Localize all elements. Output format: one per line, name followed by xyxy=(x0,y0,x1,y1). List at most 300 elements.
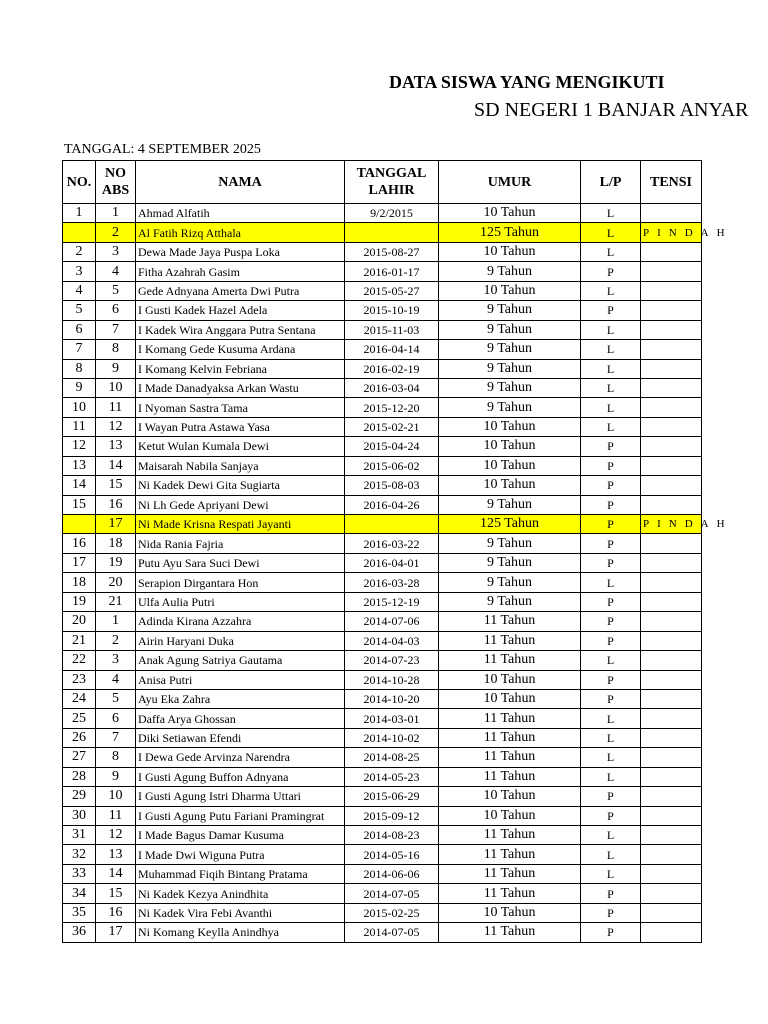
table-row xyxy=(63,242,702,261)
cell-abs: 21 xyxy=(96,592,136,611)
cell-tensi xyxy=(641,806,702,825)
cell-tensi xyxy=(641,612,702,631)
cell-nama: Dewa Made Jaya Puspa Loka xyxy=(136,242,345,261)
cell-umur: 10 Tahun xyxy=(439,689,581,708)
cell-tensi xyxy=(641,670,702,689)
cell-lp: P xyxy=(581,631,641,650)
cell-tanggal-lahir: 2016-03-22 xyxy=(345,534,439,553)
cell-lp: P xyxy=(581,592,641,611)
cell-tanggal-lahir: 2015-06-02 xyxy=(345,456,439,475)
cell-tanggal-lahir: 2016-02-19 xyxy=(345,359,439,378)
cell-umur: 125 Tahun xyxy=(439,223,581,242)
cell-abs: 2 xyxy=(96,631,136,650)
cell-nama: Maisarah Nabila Sanjaya xyxy=(136,456,345,475)
cell-nama: Anak Agung Satriya Gautama xyxy=(136,651,345,670)
cell-abs: 15 xyxy=(96,476,136,495)
cell-nama: I Gusti Agung Istri Dharma Uttari xyxy=(136,787,345,806)
cell-tensi xyxy=(641,728,702,747)
cell-lp: L xyxy=(581,320,641,339)
cell-umur: 10 Tahun xyxy=(439,806,581,825)
cell-tensi xyxy=(641,631,702,650)
cell-no xyxy=(63,515,96,534)
header-lp: L/P xyxy=(581,161,641,204)
cell-tensi xyxy=(641,398,702,417)
table-row xyxy=(63,223,702,242)
cell-nama: Ni Kadek Vira Febi Avanthi xyxy=(136,903,345,922)
cell-tanggal-lahir: 2015-08-27 xyxy=(345,242,439,261)
cell-tensi xyxy=(641,437,702,456)
table-row xyxy=(63,709,702,728)
student-table xyxy=(62,160,733,943)
cell-no: 14 xyxy=(63,476,96,495)
cell-umur: 9 Tahun xyxy=(439,398,581,417)
cell-no: 7 xyxy=(63,340,96,359)
cell-umur: 10 Tahun xyxy=(439,417,581,436)
cell-umur: 11 Tahun xyxy=(439,923,581,942)
cell-umur: 9 Tahun xyxy=(439,301,581,320)
cell-lp: P xyxy=(581,495,641,514)
cell-nama: Ayu Eka Zahra xyxy=(136,689,345,708)
cell-abs: 1 xyxy=(96,612,136,631)
cell-abs: 10 xyxy=(96,787,136,806)
cell-nama: I Gusti Kadek Hazel Adela xyxy=(136,301,345,320)
cell-tanggal-lahir: 2014-04-03 xyxy=(345,631,439,650)
cell-tanggal-lahir: 2014-07-23 xyxy=(345,651,439,670)
cell-nama: Ahmad Alfatih xyxy=(136,204,345,223)
cell-lp: P xyxy=(581,534,641,553)
cell-no: 29 xyxy=(63,787,96,806)
cell-tensi xyxy=(641,845,702,864)
cell-no: 11 xyxy=(63,417,96,436)
school-name: SD NEGERI 1 BANJAR ANYAR xyxy=(474,99,749,121)
cell-abs: 10 xyxy=(96,378,136,397)
cell-abs: 4 xyxy=(96,262,136,281)
cell-lp: P xyxy=(581,553,641,572)
cell-nama: Putu Ayu Sara Suci Dewi xyxy=(136,553,345,572)
table-row xyxy=(63,651,702,670)
cell-nama: Muhammad Fiqih Bintang Pratama xyxy=(136,864,345,883)
table-row xyxy=(63,612,702,631)
cell-tensi xyxy=(641,495,702,514)
table-row xyxy=(63,340,702,359)
cell-no: 31 xyxy=(63,826,96,845)
cell-lp: L xyxy=(581,359,641,378)
cell-umur: 10 Tahun xyxy=(439,281,581,300)
cell-abs: 2 xyxy=(96,223,136,242)
table-row xyxy=(63,923,702,942)
cell-abs: 6 xyxy=(96,709,136,728)
table-row xyxy=(63,359,702,378)
cell-lp: P xyxy=(581,670,641,689)
cell-nama: I Gusti Agung Putu Fariani Pramingrat xyxy=(136,806,345,825)
cell-no: 15 xyxy=(63,495,96,514)
cell-lp: P xyxy=(581,437,641,456)
cell-tanggal-lahir: 2014-07-05 xyxy=(345,884,439,903)
table-row xyxy=(63,515,702,534)
cell-tensi xyxy=(641,923,702,942)
cell-abs: 5 xyxy=(96,281,136,300)
cell-nama: I Made Bagus Damar Kusuma xyxy=(136,826,345,845)
cell-nama: Anisa Putri xyxy=(136,670,345,689)
cell-tensi xyxy=(641,709,702,728)
table-row xyxy=(63,456,702,475)
cell-no: 5 xyxy=(63,301,96,320)
cell-no: 34 xyxy=(63,884,96,903)
cell-no: 27 xyxy=(63,748,96,767)
cell-abs: 11 xyxy=(96,398,136,417)
cell-abs: 9 xyxy=(96,767,136,786)
cell-tensi xyxy=(641,864,702,883)
table-row xyxy=(63,845,702,864)
cell-abs: 1 xyxy=(96,204,136,223)
cell-nama: Ni Kadek Dewi Gita Sugiarta xyxy=(136,476,345,495)
cell-tanggal-lahir: 2015-12-20 xyxy=(345,398,439,417)
cell-tanggal-lahir: 2014-03-01 xyxy=(345,709,439,728)
cell-tensi xyxy=(641,204,702,223)
cell-tanggal-lahir: 2016-01-17 xyxy=(345,262,439,281)
cell-lp: L xyxy=(581,573,641,592)
cell-tensi xyxy=(641,456,702,475)
table-row xyxy=(63,204,702,223)
header-abs-text: NO ABS xyxy=(101,166,130,198)
table-row xyxy=(63,281,702,300)
cell-tanggal-lahir: 2016-04-01 xyxy=(345,553,439,572)
cell-tensi xyxy=(641,378,702,397)
cell-umur: 9 Tahun xyxy=(439,359,581,378)
cell-lp: P xyxy=(581,456,641,475)
cell-nama: I Made Danadyaksa Arkan Wastu xyxy=(136,378,345,397)
cell-tanggal-lahir: 2014-06-06 xyxy=(345,864,439,883)
cell-tanggal-lahir: 2016-04-26 xyxy=(345,495,439,514)
cell-abs: 3 xyxy=(96,242,136,261)
cell-tanggal-lahir: 2015-10-19 xyxy=(345,301,439,320)
table-row xyxy=(63,884,702,903)
header-tensi: TENSI xyxy=(641,161,702,204)
cell-tanggal-lahir: 2015-04-24 xyxy=(345,437,439,456)
cell-tanggal-lahir: 9/2/2015 xyxy=(345,204,439,223)
header-nama: NAMA xyxy=(136,161,345,204)
cell-tanggal-lahir: 2014-10-28 xyxy=(345,670,439,689)
cell-tanggal-lahir: 2014-05-23 xyxy=(345,767,439,786)
cell-tensi: PINDAH xyxy=(641,515,702,534)
table-row xyxy=(63,592,702,611)
cell-tanggal-lahir: 2015-02-25 xyxy=(345,903,439,922)
cell-no: 30 xyxy=(63,806,96,825)
cell-umur: 9 Tahun xyxy=(439,378,581,397)
cell-lp: L xyxy=(581,378,641,397)
cell-lp: L xyxy=(581,417,641,436)
cell-abs: 12 xyxy=(96,417,136,436)
cell-umur: 9 Tahun xyxy=(439,320,581,339)
cell-no: 22 xyxy=(63,651,96,670)
cell-no: 2 xyxy=(63,242,96,261)
table-row xyxy=(63,806,702,825)
cell-nama: I Made Dwi Wiguna Putra xyxy=(136,845,345,864)
table-row xyxy=(63,301,702,320)
cell-tanggal-lahir: 2016-03-28 xyxy=(345,573,439,592)
table-row xyxy=(63,787,702,806)
cell-no: 18 xyxy=(63,573,96,592)
cell-nama: Nida Rania Fajria xyxy=(136,534,345,553)
cell-tanggal-lahir: 2016-04-14 xyxy=(345,340,439,359)
cell-umur: 10 Tahun xyxy=(439,204,581,223)
cell-abs: 8 xyxy=(96,748,136,767)
cell-nama: Daffa Arya Ghossan xyxy=(136,709,345,728)
table-row xyxy=(63,826,702,845)
cell-tensi xyxy=(641,281,702,300)
cell-lp: L xyxy=(581,748,641,767)
table-row xyxy=(63,262,702,281)
table-row xyxy=(63,631,702,650)
cell-nama: Adinda Kirana Azzahra xyxy=(136,612,345,631)
cell-umur: 9 Tahun xyxy=(439,573,581,592)
cell-lp: P xyxy=(581,903,641,922)
cell-lp: L xyxy=(581,340,641,359)
cell-umur: 11 Tahun xyxy=(439,845,581,864)
cell-umur: 10 Tahun xyxy=(439,456,581,475)
cell-no: 8 xyxy=(63,359,96,378)
cell-tanggal-lahir: 2015-08-03 xyxy=(345,476,439,495)
cell-tensi xyxy=(641,262,702,281)
cell-no xyxy=(63,223,96,242)
cell-umur: 11 Tahun xyxy=(439,767,581,786)
cell-abs: 13 xyxy=(96,845,136,864)
cell-nama: I Dewa Gede Arvinza Narendra xyxy=(136,748,345,767)
cell-lp: P xyxy=(581,787,641,806)
cell-lp: P xyxy=(581,262,641,281)
cell-umur: 11 Tahun xyxy=(439,884,581,903)
cell-abs: 16 xyxy=(96,495,136,514)
cell-nama: I Gusti Agung Buffon Adnyana xyxy=(136,767,345,786)
cell-no: 25 xyxy=(63,709,96,728)
cell-tanggal-lahir xyxy=(345,515,439,534)
cell-no: 21 xyxy=(63,631,96,650)
cell-umur: 10 Tahun xyxy=(439,242,581,261)
cell-nama: Airin Haryani Duka xyxy=(136,631,345,650)
cell-abs: 20 xyxy=(96,573,136,592)
cell-umur: 11 Tahun xyxy=(439,748,581,767)
cell-umur: 10 Tahun xyxy=(439,476,581,495)
table-row xyxy=(63,670,702,689)
cell-tanggal-lahir: 2014-08-23 xyxy=(345,826,439,845)
cell-lp: P xyxy=(581,476,641,495)
cell-umur: 9 Tahun xyxy=(439,262,581,281)
cell-nama: Ni Lh Gede Apriyani Dewi xyxy=(136,495,345,514)
cell-tensi xyxy=(641,534,702,553)
cell-abs: 13 xyxy=(96,437,136,456)
cell-no: 20 xyxy=(63,612,96,631)
table-row xyxy=(63,378,702,397)
table-row xyxy=(63,398,702,417)
cell-lp: L xyxy=(581,767,641,786)
table-row xyxy=(63,417,702,436)
cell-tensi: PINDAH xyxy=(641,223,702,242)
cell-abs: 14 xyxy=(96,456,136,475)
cell-nama: Ni Made Krisna Respati Jayanti xyxy=(136,515,345,534)
cell-tensi xyxy=(641,476,702,495)
cell-tanggal-lahir: 2014-10-20 xyxy=(345,689,439,708)
cell-nama: Ketut Wulan Kumala Dewi xyxy=(136,437,345,456)
cell-lp: P xyxy=(581,806,641,825)
cell-lp: P xyxy=(581,301,641,320)
cell-no: 33 xyxy=(63,864,96,883)
cell-no: 12 xyxy=(63,437,96,456)
header-no: NO. xyxy=(63,161,96,204)
cell-tanggal-lahir: 2016-03-04 xyxy=(345,378,439,397)
cell-lp: L xyxy=(581,398,641,417)
cell-lp: L xyxy=(581,651,641,670)
cell-tensi xyxy=(641,592,702,611)
cell-lp: P xyxy=(581,884,641,903)
cell-tensi xyxy=(641,242,702,261)
cell-lp: L xyxy=(581,864,641,883)
cell-abs: 17 xyxy=(96,923,136,942)
cell-no: 9 xyxy=(63,378,96,397)
cell-no: 28 xyxy=(63,767,96,786)
cell-tensi xyxy=(641,884,702,903)
table-row xyxy=(63,495,702,514)
header-umur: UMUR xyxy=(439,161,581,204)
cell-lp: P xyxy=(581,612,641,631)
cell-lp: L xyxy=(581,826,641,845)
cell-no: 32 xyxy=(63,845,96,864)
cell-umur: 9 Tahun xyxy=(439,592,581,611)
cell-abs: 16 xyxy=(96,903,136,922)
header-tanggal-lahir xyxy=(345,161,439,204)
cell-tanggal-lahir: 2014-08-25 xyxy=(345,748,439,767)
cell-tensi xyxy=(641,651,702,670)
cell-umur: 10 Tahun xyxy=(439,437,581,456)
cell-abs: 3 xyxy=(96,651,136,670)
cell-no: 10 xyxy=(63,398,96,417)
cell-nama: Ulfa Aulia Putri xyxy=(136,592,345,611)
cell-no: 19 xyxy=(63,592,96,611)
cell-tensi xyxy=(641,573,702,592)
cell-umur: 9 Tahun xyxy=(439,495,581,514)
cell-tanggal-lahir: 2014-05-16 xyxy=(345,845,439,864)
cell-nama: Ni Kadek Kezya Anindhita xyxy=(136,884,345,903)
cell-abs: 8 xyxy=(96,340,136,359)
cell-no: 24 xyxy=(63,689,96,708)
cell-no: 13 xyxy=(63,456,96,475)
table-row xyxy=(63,767,702,786)
cell-tanggal-lahir: 2015-02-21 xyxy=(345,417,439,436)
cell-umur: 11 Tahun xyxy=(439,631,581,650)
cell-umur: 11 Tahun xyxy=(439,709,581,728)
cell-lp: P xyxy=(581,515,641,534)
cell-lp: L xyxy=(581,709,641,728)
cell-abs: 7 xyxy=(96,728,136,747)
cell-umur: 10 Tahun xyxy=(439,903,581,922)
cell-tensi xyxy=(641,748,702,767)
cell-abs: 4 xyxy=(96,670,136,689)
cell-tanggal-lahir: 2014-10-02 xyxy=(345,728,439,747)
cell-no: 26 xyxy=(63,728,96,747)
cell-tanggal-lahir: 2014-07-05 xyxy=(345,923,439,942)
cell-tanggal-lahir: 2015-09-12 xyxy=(345,806,439,825)
cell-lp: P xyxy=(581,923,641,942)
date-label: TANGGAL: 4 SEPTEMBER 2025 xyxy=(64,142,261,157)
header-tgl-text: TANGGAL LAHIR xyxy=(356,166,427,198)
cell-umur: 11 Tahun xyxy=(439,612,581,631)
cell-lp: L xyxy=(581,204,641,223)
cell-no: 6 xyxy=(63,320,96,339)
cell-nama: Ni Komang Keylla Anindhya xyxy=(136,923,345,942)
cell-lp: L xyxy=(581,281,641,300)
table-row xyxy=(63,689,702,708)
title-area xyxy=(0,0,749,130)
cell-no: 23 xyxy=(63,670,96,689)
cell-nama: Serapion Dirgantara Hon xyxy=(136,573,345,592)
cell-tensi xyxy=(641,320,702,339)
cell-nama: I Komang Kelvin Febriana xyxy=(136,359,345,378)
cell-abs: 15 xyxy=(96,884,136,903)
cell-abs: 9 xyxy=(96,359,136,378)
cell-umur: 125 Tahun xyxy=(439,515,581,534)
table-row xyxy=(63,728,702,747)
cell-no: 17 xyxy=(63,553,96,572)
cell-umur: 9 Tahun xyxy=(439,340,581,359)
header-abs xyxy=(96,161,136,204)
cell-tensi xyxy=(641,301,702,320)
cell-nama: I Nyoman Sastra Tama xyxy=(136,398,345,417)
cell-nama: I Kadek Wira Anggara Putra Sentana xyxy=(136,320,345,339)
cell-tanggal-lahir: 2014-07-06 xyxy=(345,612,439,631)
cell-abs: 7 xyxy=(96,320,136,339)
cell-no: 3 xyxy=(63,262,96,281)
table-row xyxy=(63,553,702,572)
cell-tanggal-lahir: 2015-11-03 xyxy=(345,320,439,339)
cell-umur: 9 Tahun xyxy=(439,553,581,572)
cell-no: 16 xyxy=(63,534,96,553)
cell-tanggal-lahir: 2015-12-19 xyxy=(345,592,439,611)
table-row xyxy=(63,437,702,456)
cell-umur: 9 Tahun xyxy=(439,534,581,553)
cell-lp: L xyxy=(581,728,641,747)
cell-abs: 11 xyxy=(96,806,136,825)
cell-no: 4 xyxy=(63,281,96,300)
cell-tanggal-lahir: 2015-05-27 xyxy=(345,281,439,300)
cell-tensi xyxy=(641,417,702,436)
cell-nama: Al Fatih Rizq Atthala xyxy=(136,223,345,242)
cell-no: 35 xyxy=(63,903,96,922)
cell-nama: Diki Setiawan Efendi xyxy=(136,728,345,747)
cell-abs: 17 xyxy=(96,515,136,534)
cell-tanggal-lahir xyxy=(345,223,439,242)
cell-abs: 18 xyxy=(96,534,136,553)
cell-nama: I Wayan Putra Astawa Yasa xyxy=(136,417,345,436)
cell-umur: 11 Tahun xyxy=(439,728,581,747)
cell-no: 36 xyxy=(63,923,96,942)
cell-nama: Gede Adnyana Amerta Dwi Putra xyxy=(136,281,345,300)
cell-nama: I Komang Gede Kusuma Ardana xyxy=(136,340,345,359)
cell-lp: L xyxy=(581,223,641,242)
cell-tensi xyxy=(641,826,702,845)
cell-tensi xyxy=(641,689,702,708)
cell-no: 1 xyxy=(63,204,96,223)
cell-abs: 12 xyxy=(96,826,136,845)
table-row xyxy=(63,748,702,767)
cell-umur: 10 Tahun xyxy=(439,670,581,689)
cell-tensi xyxy=(641,787,702,806)
cell-tensi xyxy=(641,767,702,786)
cell-abs: 19 xyxy=(96,553,136,572)
cell-tensi xyxy=(641,340,702,359)
cell-lp: L xyxy=(581,845,641,864)
table-row xyxy=(63,903,702,922)
cell-tensi xyxy=(641,903,702,922)
cell-nama: Fitha Azahrah Gasim xyxy=(136,262,345,281)
